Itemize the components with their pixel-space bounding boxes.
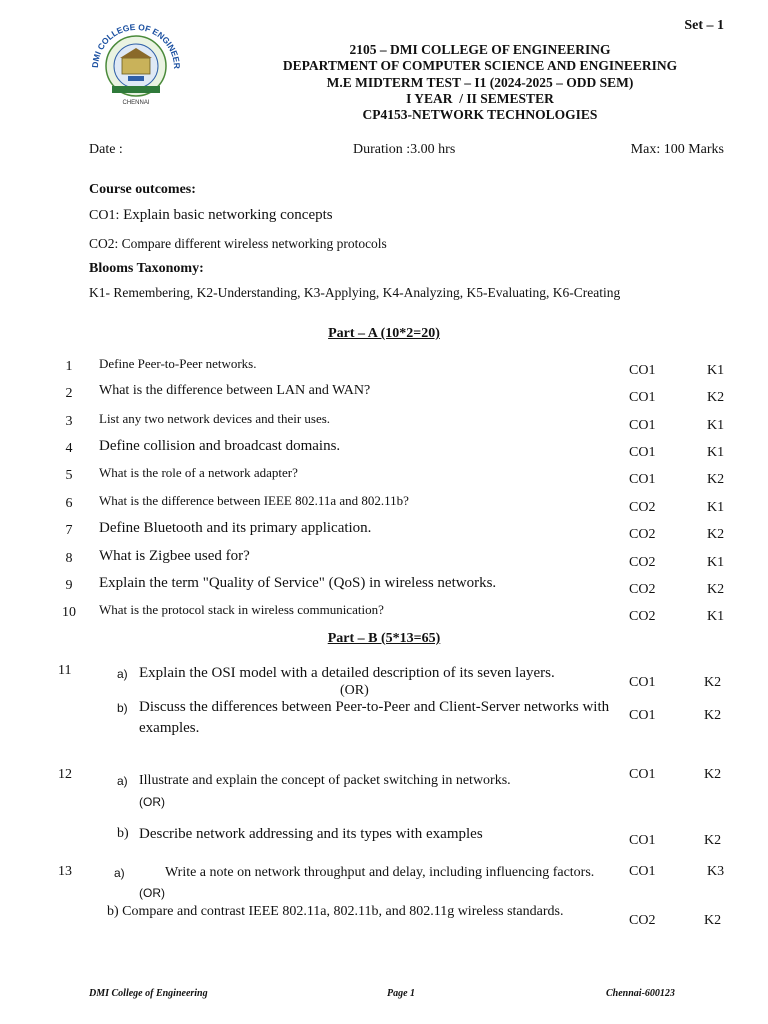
question-number: 11 <box>58 663 72 678</box>
course-outcome-cell: CO1 <box>629 472 656 487</box>
knowledge-level-cell: K1 <box>707 418 725 433</box>
question-number: 3 <box>65 414 73 429</box>
course-outcome-cell: CO2 <box>629 500 656 515</box>
course-title: CP4153-NETWORK TECHNOLOGIES <box>362 107 598 123</box>
question-number: 12 <box>58 767 72 782</box>
question-row <box>0 357 768 385</box>
question-row <box>0 576 768 604</box>
blooms-levels: K1- Remembering, K2-Understanding, K3-Applying, K4-Analyzing, K5-Evaluating, K6-Creating <box>89 285 621 300</box>
question-text: What is the difference between LAN and WAN? <box>99 383 371 398</box>
course-outcome-cell: CO1 <box>629 390 656 405</box>
part-b-title: Part – B (5*13=65) <box>327 631 441 646</box>
co1-description: Explain basic networking concepts <box>119 207 333 223</box>
knowledge-level-cell: K2 <box>704 675 722 690</box>
year-semester: I YEAR / II SEMESTER <box>406 90 554 106</box>
date-field: Date : <box>89 142 123 157</box>
knowledge-level-cell: K1 <box>707 609 725 624</box>
knowledge-level-cell: K2 <box>704 708 722 723</box>
course-outcome-cell: CO2 <box>629 582 656 597</box>
knowledge-level-cell: K1 <box>707 500 725 515</box>
knowledge-level-cell: K3 <box>707 864 725 879</box>
question-number: 10 <box>62 605 76 620</box>
question-text: What is Zigbee used for? <box>99 548 250 564</box>
knowledge-level-cell: K2 <box>707 527 725 542</box>
option-a-label: a) <box>117 667 128 681</box>
exam-meta <box>89 142 724 158</box>
course-outcome-cell: CO2 <box>629 527 656 542</box>
svg-text:DMI COLLEGE OF ENGINEERING: DMI COLLEGE OF ENGINEER <box>89 21 183 70</box>
knowledge-level-cell: K2 <box>704 833 722 848</box>
max-marks: Max: 100 Marks <box>630 142 724 157</box>
part-a-title: Part – A (10*2=20) <box>328 326 440 341</box>
course-outcome-cell: CO1 <box>629 767 656 782</box>
course-outcome-cell: CO2 <box>629 609 656 624</box>
course-outcome-cell: CO1 <box>629 363 656 378</box>
knowledge-level-cell: K2 <box>707 390 725 405</box>
course-outcome-cell: CO2 <box>629 555 656 570</box>
department-name: DEPARTMENT OF COMPUTER SCIENCE AND ENGINEERING <box>282 58 678 74</box>
set-number: Set – 1 <box>684 18 724 33</box>
course-outcome-cell: CO1 <box>629 445 656 460</box>
question-number: 13 <box>58 864 72 879</box>
question-text: What is the protocol stack in wireless communication? <box>99 602 384 617</box>
course-outcome-cell: CO1 <box>629 675 656 690</box>
exam-name: M.E MIDTERM TEST – I1 (2024-2025 – ODD SEM) <box>326 74 634 90</box>
question-row <box>0 384 768 412</box>
co1-code: CO1: <box>89 208 120 223</box>
question-row <box>0 521 768 549</box>
question-row <box>0 466 768 494</box>
option-b-label: b) <box>117 826 129 841</box>
option-b-text: Describe network addressing and its types with examples <box>139 826 483 842</box>
footer-page-number: Page 1 <box>387 988 416 999</box>
question-text: What is the role of a network adapter? <box>99 465 298 480</box>
question-number: 4 <box>65 441 73 456</box>
question-number: 9 <box>65 578 73 593</box>
course-outcome-cell: CO1 <box>629 864 656 879</box>
footer-location: Chennai-600123 <box>606 988 675 999</box>
question-row <box>0 439 768 467</box>
question-text: Define collision and broadcast domains. <box>99 438 341 454</box>
question-text: What is the difference between IEEE 802.11a and 802.11b? <box>99 493 409 508</box>
question-text: Explain the term "Quality of Service" (QoS) in wireless networks. <box>99 575 497 591</box>
college-name: 2105 – DMI COLLEGE OF ENGINEERING <box>349 42 611 57</box>
knowledge-level-cell: K2 <box>707 582 725 597</box>
question-row <box>0 549 768 577</box>
knowledge-level-cell: K1 <box>707 555 725 570</box>
question-number: 2 <box>65 386 73 401</box>
footer-college: DMI College of Engineering <box>89 988 208 999</box>
option-a-text: Illustrate and explain the concept of packet switching in networks. <box>139 773 511 788</box>
option-b-label: b) <box>117 701 128 715</box>
option-b-text: b) Compare and contrast IEEE 802.11a, 802.11b, and 802.11g wireless standards. <box>107 904 564 919</box>
svg-text:CHENNAI: CHENNAI <box>122 100 150 106</box>
option-a-text: Write a note on network throughput and delay, including influencing factors. <box>165 865 595 880</box>
blooms-heading: Blooms Taxonomy: <box>89 261 204 276</box>
question-text: List any two network devices and their uses. <box>99 411 331 426</box>
option-a-label: a) <box>117 774 128 788</box>
question-number: 7 <box>65 523 73 538</box>
course-outcome-cell: CO1 <box>629 708 656 723</box>
knowledge-level-cell: K2 <box>704 767 722 782</box>
course-outcome-cell: CO1 <box>629 418 656 433</box>
question-row <box>0 603 768 631</box>
exam-header <box>200 42 760 123</box>
question-row <box>0 412 768 440</box>
question-text: Define Bluetooth and its primary application. <box>99 520 372 536</box>
knowledge-level-cell: K2 <box>707 472 725 487</box>
question-number: 1 <box>65 359 73 374</box>
knowledge-level-cell: K1 <box>707 363 725 378</box>
option-b-text: Discuss the differences between Peer-to-Peer and Client-Server networks with <box>139 699 610 715</box>
course-outcome-cell: CO2 <box>629 913 656 928</box>
course-outcome-cell: CO1 <box>629 833 656 848</box>
course-outcome-1 <box>89 207 333 224</box>
or-separator: (OR) <box>340 683 369 698</box>
option-a-text: Explain the OSI model with a detailed description of its seven layers. <box>139 665 555 681</box>
question-number: 8 <box>65 551 73 566</box>
question-text: Define Peer-to-Peer networks. <box>99 356 257 371</box>
knowledge-level-cell: K1 <box>707 445 725 460</box>
option-a-label: a) <box>114 866 125 880</box>
question-number: 5 <box>65 468 73 483</box>
course-outcomes-heading: Course outcomes: <box>89 182 196 197</box>
option-b-text-continued: examples. <box>139 720 200 736</box>
question-row <box>0 494 768 522</box>
college-logo <box>84 20 188 108</box>
or-separator: (OR) <box>139 886 165 900</box>
knowledge-level-cell: K2 <box>704 913 722 928</box>
duration: Duration :3.00 hrs <box>353 142 456 157</box>
question-number: 6 <box>65 496 73 511</box>
or-separator: (OR) <box>139 795 165 809</box>
course-outcome-2: CO2: Compare different wireless networking protocols <box>89 236 387 251</box>
